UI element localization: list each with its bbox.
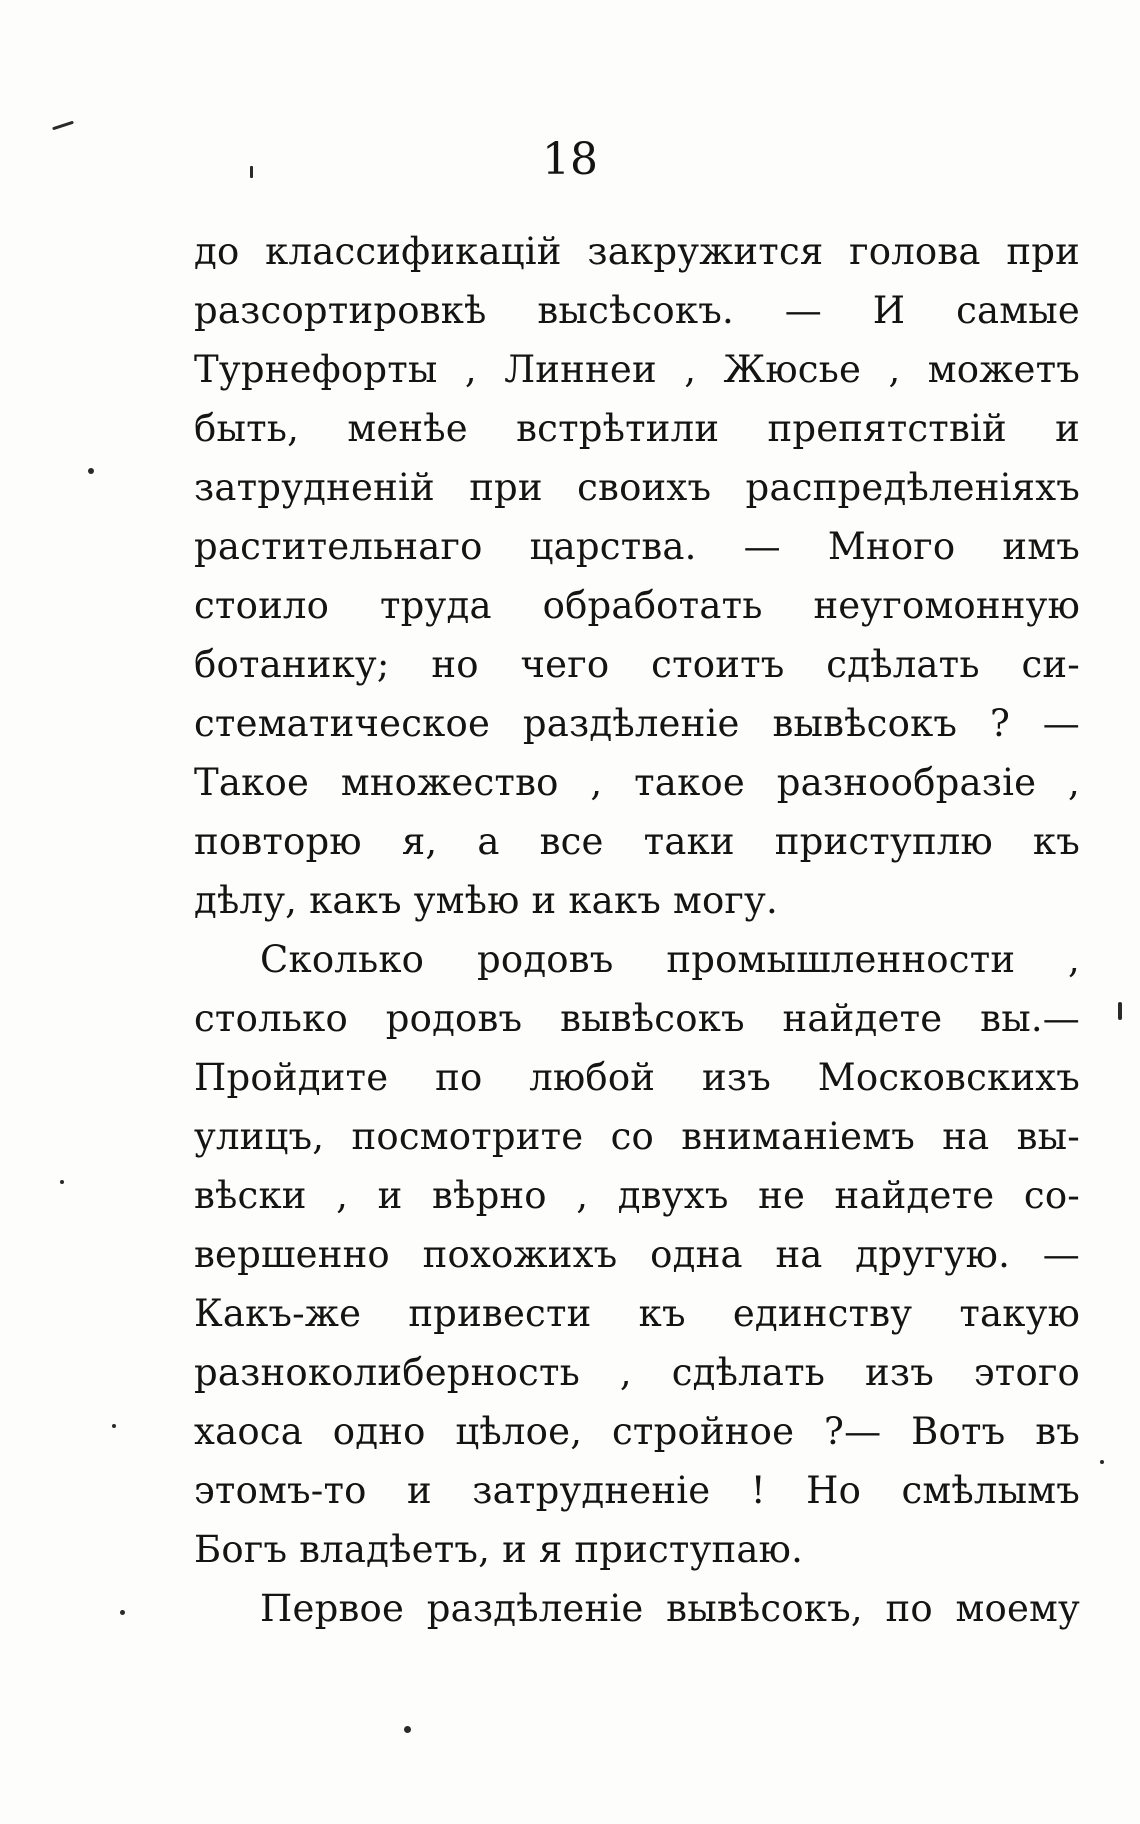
page-number: 18	[542, 134, 598, 185]
scan-speck	[1118, 1002, 1122, 1020]
text-line: этомъ-то и затрудненіе ! Но смѣлымъ	[194, 1469, 1080, 1512]
text-line: затрудненій при своихъ распредѣленіяхъ	[194, 466, 1080, 509]
scan-speck	[1100, 1460, 1104, 1464]
text-line: вѣски , и вѣрно , двухъ не найдете со-	[194, 1174, 1080, 1217]
text-line: столько родовъ вывѣсокъ найдете вы.—	[194, 997, 1080, 1040]
scan-speck	[88, 468, 94, 474]
text-line: Какъ-же привести къ единству такую	[194, 1292, 1080, 1335]
text-line: Сколько родовъ промышленности ,	[260, 938, 1080, 981]
text-line: улицъ, посмотрите со вниманіемъ на вы-	[194, 1115, 1080, 1158]
text-line: Пройдите по любой изъ Московскихъ	[194, 1056, 1080, 1099]
text-line: быть, менѣе встрѣтили препятствій и	[194, 407, 1080, 450]
body-text	[194, 222, 1080, 1638]
text-line: Первое раздѣленіе вывѣсокъ, по моему	[260, 1587, 1080, 1630]
text-line: разсортировкѣ высѣсокъ. — И самые	[194, 289, 1080, 332]
text-line: Богъ владѣетъ, и я приступаю.	[194, 1528, 804, 1571]
scan-speck	[120, 1610, 125, 1615]
scan-speck	[112, 1424, 116, 1428]
text-line: растительнаго царства. — Много имъ	[194, 525, 1080, 568]
text-line: разноколиберность , сдѣлать изъ этого	[194, 1351, 1080, 1394]
text-line: вершенно похожихъ одна на другую. —	[194, 1233, 1080, 1276]
scan-speck	[404, 1726, 411, 1733]
text-line: хаоса одно цѣлое, стройное ?— Вотъ въ	[194, 1410, 1080, 1453]
scan-speck	[52, 121, 74, 131]
text-line: дѣлу, какъ умѣю и какъ могу.	[194, 879, 778, 922]
text-line: Такое множество , такое разнообразіе ,	[194, 761, 1080, 804]
scan-speck	[250, 166, 253, 178]
scan-speck	[60, 1180, 64, 1184]
text-line: повторю я, а все таки приступлю къ	[194, 820, 1080, 863]
text-line: ботанику; но чего стоитъ сдѣлать си-	[194, 643, 1080, 686]
text-line: стоило труда обработать неугомонную	[194, 584, 1080, 627]
text-line: стематическое раздѣленіе вывѣсокъ ? —	[194, 702, 1080, 745]
text-line: до классификацій закружится голова при	[194, 230, 1080, 273]
text-line: Турнефорты , Линнеи , Жюсье , можетъ	[194, 348, 1080, 391]
